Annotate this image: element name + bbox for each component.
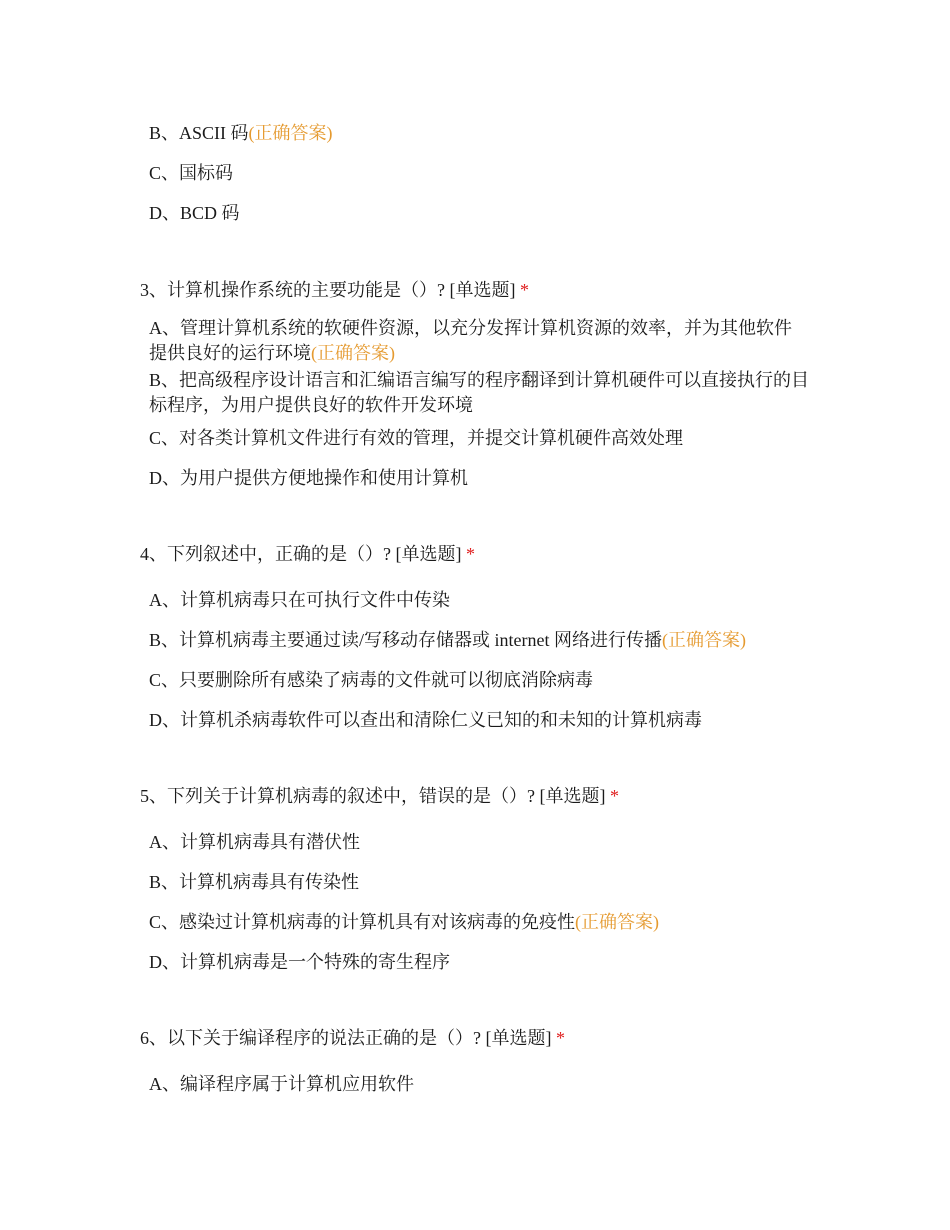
- option-text: D、计算机杀病毒软件可以查出和清除仁义已知的和未知的计算机病毒: [149, 710, 702, 730]
- required-marker: *: [465, 544, 475, 564]
- q5-question: [140, 785, 619, 807]
- correct-answer-marker: (正确答案): [661, 630, 746, 650]
- q4-question: [140, 543, 475, 565]
- q5-option-b: [149, 870, 809, 895]
- question-text: 4、下列叙述中，正确的是（）? [单选题]: [140, 544, 462, 564]
- question-text: 3、计算机操作系统的主要功能是（）? [单选题]: [140, 280, 516, 300]
- option-text: A、计算机病毒具有潜伏性: [149, 832, 360, 852]
- q6-option-a: [149, 1072, 809, 1097]
- correct-answer-marker: (正确答案): [311, 343, 395, 363]
- option-text: A、计算机病毒只在可执行文件中传染: [149, 590, 450, 610]
- q4-option-d: [149, 708, 809, 733]
- option-text: B、ASCII 码: [149, 123, 249, 143]
- q4-option-c: [149, 668, 809, 693]
- option-text: B、计算机病毒具有传染性: [149, 872, 360, 892]
- q5-option-c: [149, 910, 809, 935]
- correct-answer-marker: (正确答案): [248, 123, 333, 143]
- option-text: C、感染过计算机病毒的计算机具有对该病毒的免疫性: [149, 912, 576, 932]
- correct-answer-marker: (正确答案): [575, 912, 660, 932]
- q4-option-b: [149, 628, 809, 653]
- q3-option-b: [149, 368, 809, 418]
- option-text: B、计算机病毒主要通过读/写移动存储器或 internet 网络进行传播: [149, 630, 662, 650]
- q3-option-c: [149, 426, 809, 451]
- option-text: A、管理计算机系统的软硬件资源，以充分发挥计算机资源的效率，并为其他软件提供良好的运行环境: [149, 318, 792, 363]
- required-marker: *: [519, 280, 529, 300]
- q2-option-c: [149, 161, 809, 186]
- option-text: C、国标码: [149, 163, 234, 183]
- required-marker: *: [555, 1028, 565, 1048]
- q3-option-a: [149, 316, 809, 366]
- q2-option-b: [149, 121, 809, 146]
- q3-option-d: [149, 466, 809, 491]
- option-text: D、为用户提供方便地操作和使用计算机: [149, 468, 468, 488]
- q5-option-a: [149, 830, 809, 855]
- option-text: B、把高级程序设计语言和汇编语言编写的程序翻译到计算机硬件可以直接执行的目标程序，为用户提供良好的软件开发环境: [149, 370, 810, 415]
- q6-question: [140, 1027, 565, 1049]
- option-text: D、计算机病毒是一个特殊的寄生程序: [149, 952, 450, 972]
- option-text: C、对各类计算机文件进行有效的管理，并提交计算机硬件高效处理: [149, 428, 684, 448]
- q5-option-d: [149, 950, 809, 975]
- question-text: 5、下列关于计算机病毒的叙述中，错误的是（）? [单选题]: [140, 786, 606, 806]
- q2-option-d: [149, 201, 809, 226]
- q4-option-a: [149, 588, 809, 613]
- option-text: C、只要删除所有感染了病毒的文件就可以彻底消除病毒: [149, 670, 594, 690]
- question-text: 6、以下关于编译程序的说法正确的是（）? [单选题]: [140, 1028, 552, 1048]
- option-text: D、BCD 码: [149, 203, 240, 223]
- required-marker: *: [609, 786, 619, 806]
- option-text: A、编译程序属于计算机应用软件: [149, 1074, 414, 1094]
- q3-question: [140, 279, 529, 301]
